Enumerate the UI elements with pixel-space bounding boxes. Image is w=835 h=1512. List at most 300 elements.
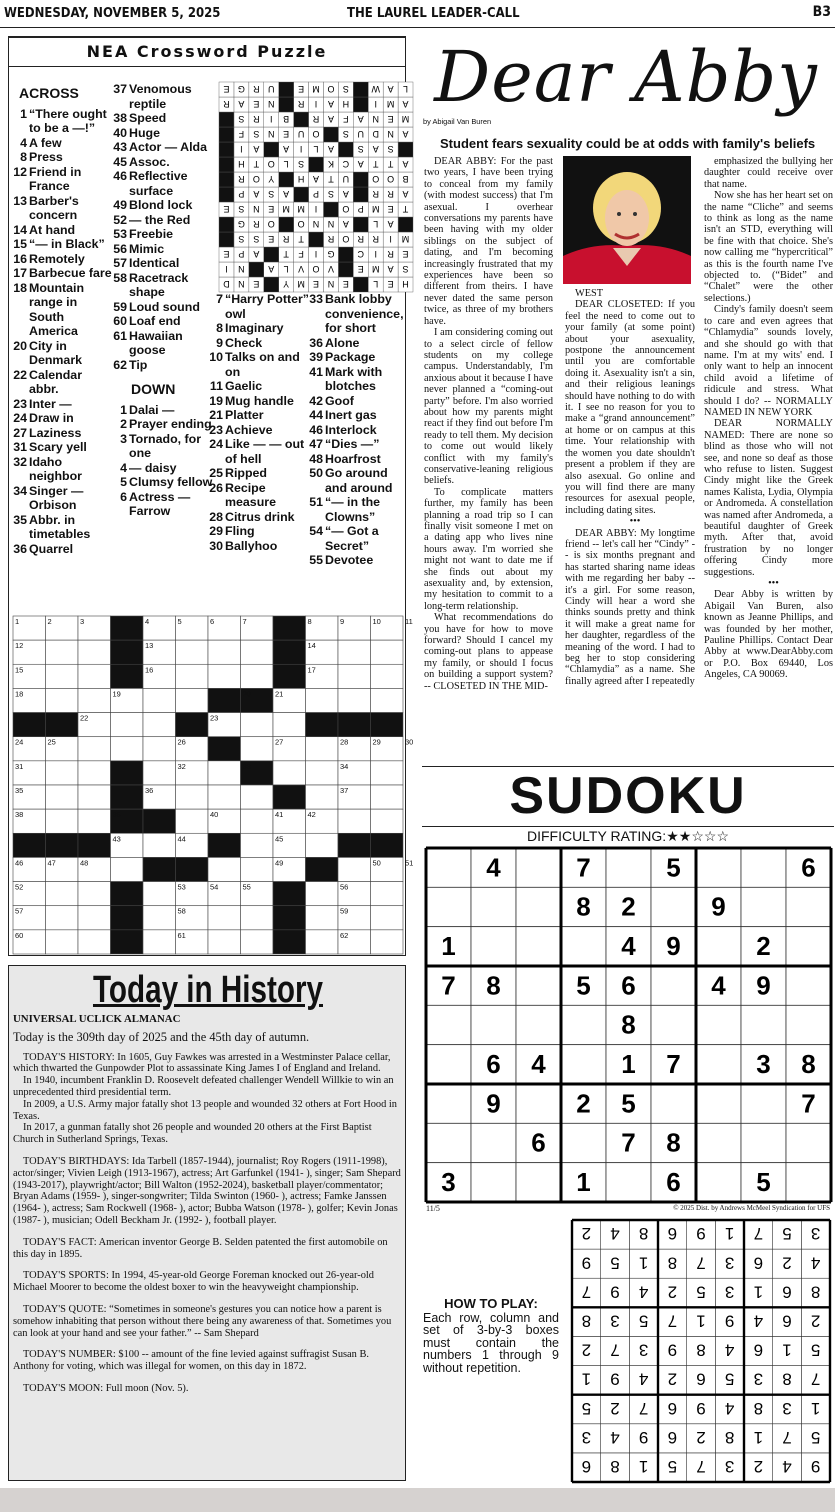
sudoku-given: 5 (666, 852, 681, 883)
white-square[interactable] (306, 785, 339, 809)
white-square[interactable] (208, 785, 241, 809)
answer-digit: 6 (753, 1340, 764, 1360)
clue-number: 33 (309, 292, 323, 306)
solution-letter: F (343, 114, 349, 125)
white-square[interactable] (273, 761, 306, 785)
clue (111, 198, 217, 213)
white-square[interactable] (143, 930, 176, 954)
sudoku-cell[interactable] (426, 887, 471, 926)
white-square[interactable] (46, 882, 79, 906)
grid-number: 28 (340, 737, 349, 747)
sudoku-cell[interactable] (471, 927, 516, 966)
clue-text: City in Denmark (29, 338, 83, 367)
sudoku-cell[interactable] (471, 1123, 516, 1162)
clue-number: 55 (309, 553, 323, 567)
clue-number: 7 (216, 292, 223, 306)
white-square[interactable] (371, 930, 404, 954)
solution-black-square (264, 247, 279, 262)
sudoku-cell[interactable] (651, 1005, 696, 1044)
white-square[interactable] (273, 713, 306, 737)
sudoku-cell[interactable] (426, 1084, 471, 1123)
white-square[interactable] (208, 640, 241, 664)
white-square[interactable] (176, 664, 209, 688)
sudoku-cell[interactable] (516, 927, 561, 966)
grid-number: 24 (15, 737, 24, 747)
white-square[interactable] (78, 640, 111, 664)
answer-digit: 6 (782, 1311, 792, 1331)
column-paragraph: DEAR ABBY: My longtime friend -- let's call her “Cindy” -- is six months pregnant and has started sharing name ideas with me regarding her baby -- it's a girl. For some reason, Cindy will hear a word she thinks sounds pretty and think it will make a great name for her daughter, regardless of the meaning of the word. I had to beg her to stop considering “Chlamydia” as a name. She finally agreed after I repeatedly (565, 527, 695, 687)
sudoku-cell[interactable] (786, 887, 831, 926)
white-square[interactable] (46, 930, 79, 954)
white-square[interactable] (371, 688, 404, 712)
sudoku-cell[interactable] (741, 1084, 786, 1123)
solution-letter: O (312, 129, 320, 140)
clue-number: 53 (113, 227, 127, 241)
solution-letter: R (238, 174, 245, 185)
answer-digit: 8 (610, 1457, 620, 1477)
answer-digit: 4 (810, 1253, 821, 1273)
clue-text: Prayer ending (129, 417, 212, 431)
solution-letter: G (237, 219, 245, 230)
sudoku-cell[interactable] (741, 887, 786, 926)
solution-letter: M (371, 264, 380, 275)
sudoku-cell[interactable] (741, 1005, 786, 1044)
white-square[interactable] (46, 761, 79, 785)
clue-text: Bank lobby convenience, for short (325, 292, 404, 335)
grid-number: 11 (405, 617, 413, 626)
solution-letter: A (327, 144, 334, 155)
history-paragraph: TODAY'S HISTORY: In 1605, Guy Fawkes was arrested in a Westminster Palace cellar, which thwarted the Gunpowder Plot to assassinate King James I of England and Ireland. (13, 1051, 391, 1075)
answer-digit: 2 (667, 1282, 678, 1302)
solution-black-square (219, 232, 234, 247)
answer-digit: 7 (667, 1311, 678, 1331)
white-square[interactable] (306, 688, 339, 712)
grid-number: 4 (145, 617, 150, 626)
sudoku-cell[interactable] (786, 1163, 831, 1202)
sudoku-cell[interactable] (786, 1005, 831, 1044)
sudoku-given: 1 (576, 1166, 591, 1197)
clue-text: Interlock (325, 422, 377, 437)
black-square (208, 688, 241, 712)
solution-letter: E (283, 129, 290, 140)
solution-black-square (398, 217, 413, 232)
solution-letter: A (402, 129, 409, 140)
clue-text: Loaf end (129, 314, 181, 328)
answer-digit: 3 (581, 1427, 592, 1447)
white-square[interactable] (371, 664, 404, 688)
solution-letter: S (238, 204, 245, 215)
white-square[interactable] (306, 737, 339, 761)
sudoku-cell[interactable] (471, 1163, 516, 1202)
white-square[interactable] (78, 906, 111, 930)
white-square[interactable] (208, 930, 241, 954)
solution-black-square (338, 142, 353, 157)
answer-digit: 1 (810, 1398, 821, 1418)
sudoku-cell[interactable] (651, 1084, 696, 1123)
white-square[interactable] (241, 640, 274, 664)
answer-digit: 6 (667, 1224, 678, 1244)
answer-digit: 5 (667, 1457, 678, 1477)
white-square[interactable] (241, 785, 274, 809)
clue-text: “Harry Potter” owl (225, 292, 310, 321)
white-square[interactable] (208, 906, 241, 930)
clue-text: Fling (225, 524, 255, 538)
solution-letter: S (327, 189, 334, 200)
white-square[interactable] (46, 809, 79, 833)
solution-letter: R (387, 249, 394, 260)
answer-digit: 9 (724, 1311, 735, 1331)
white-square[interactable] (338, 688, 371, 712)
white-square[interactable] (306, 930, 339, 954)
sudoku-cell[interactable] (606, 848, 651, 887)
sudoku-cell[interactable] (786, 966, 831, 1005)
sudoku-cell[interactable] (561, 1045, 606, 1084)
clue-text: Inter — (29, 396, 72, 411)
clue-text: Recipe measure (225, 480, 276, 509)
sudoku-cell[interactable] (651, 966, 696, 1005)
white-square[interactable] (143, 882, 176, 906)
white-square[interactable] (241, 713, 274, 737)
sudoku-cell[interactable] (606, 1163, 651, 1202)
solution-letter: S (238, 234, 245, 245)
sudoku-cell[interactable] (516, 848, 561, 887)
clue-number: 27 (13, 425, 27, 440)
clue-text: Talks on and on (225, 350, 300, 379)
white-square[interactable] (371, 809, 404, 833)
grid-number: 55 (242, 882, 251, 892)
sudoku-cell[interactable] (696, 1005, 741, 1044)
solution-letter: I (314, 99, 318, 110)
white-square[interactable] (46, 640, 79, 664)
how-to-play (423, 1298, 559, 1375)
sudoku-cell[interactable] (696, 848, 741, 887)
white-square[interactable] (241, 737, 274, 761)
clue-text: Goof (325, 393, 354, 408)
clue-number: 20 (13, 338, 27, 353)
solution-letter: I (299, 144, 303, 155)
clue-text: “— in the Clowns” (325, 495, 381, 524)
clue-number: 57 (113, 256, 127, 270)
white-square[interactable] (208, 664, 241, 688)
clue (307, 466, 407, 495)
black-square (111, 930, 144, 954)
clue (11, 136, 113, 151)
clue-number: 19 (209, 393, 223, 408)
solution-letter: R (327, 234, 335, 245)
clue-text: Huge (129, 125, 160, 140)
solution-letter: O (342, 234, 350, 245)
white-square[interactable] (306, 906, 339, 930)
clue-number: 6 (120, 489, 127, 504)
clue-text: Barber's concern (29, 193, 79, 222)
clue-number: 2 (120, 417, 127, 431)
solution-letter: N (327, 219, 335, 230)
white-square[interactable] (338, 640, 371, 664)
white-square[interactable] (371, 785, 404, 809)
clue-text: — daisy (129, 460, 177, 475)
clue (307, 350, 407, 365)
sudoku-cell[interactable] (561, 1123, 606, 1162)
sudoku-given: 7 (621, 1127, 636, 1158)
white-square[interactable] (371, 906, 404, 930)
white-square[interactable] (176, 785, 209, 809)
sudoku-cell[interactable] (561, 1005, 606, 1044)
white-square[interactable] (78, 737, 111, 761)
clue-text: Reflective surface (129, 169, 188, 198)
sudoku-cell[interactable] (516, 1084, 561, 1123)
white-square[interactable] (143, 688, 176, 712)
white-square[interactable] (241, 857, 274, 881)
clue-number: 50 (309, 466, 323, 480)
sudoku-cell[interactable] (696, 1123, 741, 1162)
white-square[interactable] (46, 785, 79, 809)
white-square[interactable] (306, 833, 339, 857)
down-clues-column-4 (307, 292, 407, 568)
solution-letter: A (357, 114, 364, 125)
history-paragraph: In 2017, a gunman fatally shot 26 people and wounded 20 others at the First Baptist Church in Sutherland Springs, Texas. (13, 1122, 372, 1146)
clue (11, 513, 113, 542)
clue (307, 437, 407, 452)
white-square[interactable] (241, 833, 274, 857)
solution-letter: A (312, 174, 320, 185)
sudoku-cell[interactable] (426, 1123, 471, 1162)
solution-letter: O (252, 174, 260, 185)
grid-number: 7 (242, 617, 247, 626)
clue-number: 25 (209, 466, 223, 480)
white-square[interactable] (78, 930, 111, 954)
column-paragraph: DEAR NORMALLY NAMED: There are none so blind as those who will not see, and none so deaf as those who refuse to listen. Suggest Cindy might like the Greek names Kalista, Lydia, Olympia or Andromeda. A constellation was named after Andromeda, a beautiful daughter of Greek myth. After that, avoid frustration by no longer offering Cindy more suggestions. (704, 418, 833, 578)
white-square[interactable] (143, 713, 176, 737)
white-square[interactable] (78, 809, 111, 833)
grid-number: 59 (340, 906, 349, 916)
sudoku-cell[interactable] (516, 966, 561, 1005)
white-square[interactable] (111, 857, 144, 881)
white-square[interactable] (306, 882, 339, 906)
clue-number: 5 (120, 475, 127, 489)
column-paragraph: Cindy's family doesn't seem to care and even agrees that “Chlamydia” sounds lovely, and she should go with that name. I'm at my wits' end. I only want to help an innocent child avoid a lifetime of ridicule and stress. What should I do? -- NORMALLY NAMED IN NEW YORK (704, 304, 833, 418)
white-square[interactable] (111, 713, 144, 737)
sudoku-cell[interactable] (696, 927, 741, 966)
sudoku-cell[interactable] (696, 1084, 741, 1123)
paragraph-gap (13, 1146, 403, 1156)
white-square[interactable] (176, 809, 209, 833)
sudoku-cell[interactable] (516, 1005, 561, 1044)
clue-text: Assoc. (129, 154, 170, 169)
solution-letter: N (387, 129, 394, 140)
solution-letter: S (253, 129, 260, 140)
white-square[interactable] (241, 809, 274, 833)
clue-number: 37 (113, 82, 127, 96)
dear-abby-title: Dear Abby (434, 36, 818, 118)
white-square[interactable] (78, 882, 111, 906)
solution-letter: H (402, 279, 409, 290)
solution-letter: L (313, 144, 319, 155)
solution-black-square (219, 127, 234, 142)
clue-text: Mountain range in South America (29, 280, 85, 338)
solution-letter: S (357, 144, 364, 155)
solution-letter: A (268, 264, 275, 275)
white-square[interactable] (78, 785, 111, 809)
sudoku-title-rule (422, 826, 834, 827)
white-square[interactable] (371, 640, 404, 664)
clue (11, 397, 113, 412)
clue-text: Tip (129, 357, 148, 372)
sudoku-cell[interactable] (786, 927, 831, 966)
column-paragraph: ••• (629, 516, 641, 528)
sudoku-cell[interactable] (786, 1123, 831, 1162)
clue-number: 12 (13, 164, 27, 179)
clue (111, 403, 217, 418)
white-square[interactable] (78, 688, 111, 712)
answer-digit: 5 (581, 1398, 592, 1418)
grid-number: 49 (275, 858, 284, 868)
sudoku-cell[interactable] (651, 887, 696, 926)
answer-digit: 8 (581, 1311, 592, 1331)
clue (307, 394, 407, 409)
sudoku-copyright: © 2025 Dist. by Andrews McMeel Syndication for UFS (673, 1204, 830, 1212)
black-square (338, 713, 371, 737)
clue (111, 271, 217, 300)
white-square[interactable] (143, 761, 176, 785)
white-square[interactable] (241, 664, 274, 688)
answer-digit: 3 (724, 1457, 735, 1477)
white-square[interactable] (176, 640, 209, 664)
white-square[interactable] (208, 761, 241, 785)
white-square[interactable] (338, 809, 371, 833)
solution-letter: E (298, 84, 305, 95)
solution-letter: H (297, 174, 305, 185)
clue (11, 165, 113, 194)
white-square[interactable] (338, 857, 371, 881)
white-square[interactable] (371, 882, 404, 906)
white-square[interactable] (143, 833, 176, 857)
white-square[interactable] (46, 688, 79, 712)
black-square (273, 882, 306, 906)
grid-number: 22 (80, 713, 89, 723)
sudoku-cell[interactable] (696, 1163, 741, 1202)
solution-letter: I (389, 234, 392, 245)
sudoku-cell[interactable] (516, 1163, 561, 1202)
sudoku-given: 8 (801, 1048, 816, 1079)
page-footer-bar (0, 1488, 835, 1512)
sudoku-cell[interactable] (741, 848, 786, 887)
solution-letter: E (402, 249, 409, 260)
clue-number: 1 (20, 106, 27, 121)
star-icon: ★ (666, 828, 679, 844)
solution-letter: E (223, 84, 230, 95)
solution-letter: E (253, 99, 260, 110)
clue-number: 43 (113, 140, 127, 154)
clue (11, 426, 113, 441)
white-square[interactable] (208, 857, 241, 881)
answer-digit: 1 (724, 1224, 735, 1244)
sudoku-cell[interactable] (471, 1005, 516, 1044)
answer-digit: 1 (581, 1369, 592, 1389)
clue-number: 45 (113, 154, 127, 169)
white-square[interactable] (78, 664, 111, 688)
answer-digit: 1 (696, 1311, 706, 1331)
solution-letter: I (314, 249, 318, 260)
white-square[interactable] (143, 906, 176, 930)
clue (207, 292, 311, 321)
solution-letter: S (387, 144, 394, 155)
answer-digit: 2 (667, 1369, 678, 1389)
sudoku-cell[interactable] (561, 927, 606, 966)
sudoku-cell[interactable] (516, 887, 561, 926)
clue-text: Ripped (225, 466, 267, 480)
solution-letter: M (401, 114, 410, 125)
solution-black-square (309, 232, 324, 247)
answer-digit: 5 (696, 1282, 706, 1302)
black-square (273, 640, 306, 664)
sudoku-cell[interactable] (741, 1123, 786, 1162)
grid-number: 35 (15, 786, 24, 795)
clue (207, 321, 311, 336)
white-square[interactable] (46, 906, 79, 930)
white-square[interactable] (176, 688, 209, 712)
solution-letter: L (283, 264, 289, 275)
column-paragraph: Now she has her heart set on the name “Cliche” and seems to think as long as the name isn't an STD, everything will be fine with that choice. She's now calling me “hypercritical” as this is the fourth name I've objected to. (“Bidet” and “Chalet” were the other selections.) (704, 190, 833, 304)
previous-solution-grid (219, 82, 413, 292)
sudoku-given: 7 (576, 852, 591, 883)
clue (207, 379, 311, 394)
white-square[interactable] (143, 737, 176, 761)
sudoku-cell[interactable] (696, 1045, 741, 1084)
history-paragraph: TODAY'S QUOTE: “Sometimes in someone's gestures you can notice how a parent is somehow inhabiting that person without there being any awareness of that. Sometimes you can look at your hand and see your father.” -- Sam Shepard (13, 1303, 392, 1339)
solution-black-square (219, 157, 234, 172)
white-square[interactable] (306, 761, 339, 785)
crossword-title: NEA Crossword Puzzle (86, 42, 328, 61)
clue (111, 358, 217, 373)
white-square[interactable] (241, 906, 274, 930)
clue (307, 423, 407, 438)
solution-letter: K (327, 159, 334, 170)
grid-number: 47 (47, 858, 56, 868)
clue (111, 256, 217, 271)
answer-digit: 3 (638, 1340, 649, 1360)
clue-number: 40 (113, 125, 127, 140)
sudoku-cell[interactable] (426, 1005, 471, 1044)
sudoku-cell[interactable] (426, 848, 471, 887)
grid-number: 31 (15, 761, 24, 771)
white-square[interactable] (78, 761, 111, 785)
white-square[interactable] (111, 737, 144, 761)
history-paragraph: TODAY'S BIRTHDAYS: Ida Tarbell (1857-1944), journalist; Roy Rogers (1911-1998), actor/singer; Vivien Leigh (1913-1967), actress; Art Garfunkel (1941- ), singer; Sam Shepard (1943-2017), playwright/actor; Bill Walton (1952-2024), basketball player/commentator; Bryan Adams (1959- ), singer-songwriter; Tilda Swinton (1960- ), actress; Famke Janssen (1964- ), actress; Sam Rockwell (1968- ), actor; Bubba Watson (1978- ), golfer; Kevin Jonas (1987- ), musician; Odell Beckham Jr. (1992- ), football player. (13, 1155, 401, 1226)
clue-number: 18 (13, 280, 27, 295)
solution-letter: I (314, 204, 318, 215)
white-square[interactable] (241, 930, 274, 954)
clue (307, 292, 407, 336)
white-square[interactable] (338, 664, 371, 688)
white-square[interactable] (46, 664, 79, 688)
crossword-grid[interactable] (13, 616, 414, 954)
solution-letter: R (312, 114, 320, 125)
sudoku-grid[interactable] (426, 848, 831, 1202)
sudoku-cell[interactable] (426, 1045, 471, 1084)
white-square[interactable] (371, 761, 404, 785)
answer-digit: 4 (610, 1427, 620, 1447)
clue (11, 339, 113, 368)
solution-letter: E (342, 279, 349, 290)
answer-digit: 4 (753, 1311, 764, 1331)
black-square (111, 882, 144, 906)
sudoku-cell[interactable] (471, 887, 516, 926)
solution-letter: R (253, 219, 260, 230)
solution-black-square (398, 142, 413, 157)
clue-text: Alone (325, 335, 360, 350)
page-header (0, 0, 835, 28)
clue-text: At hand (29, 222, 76, 237)
